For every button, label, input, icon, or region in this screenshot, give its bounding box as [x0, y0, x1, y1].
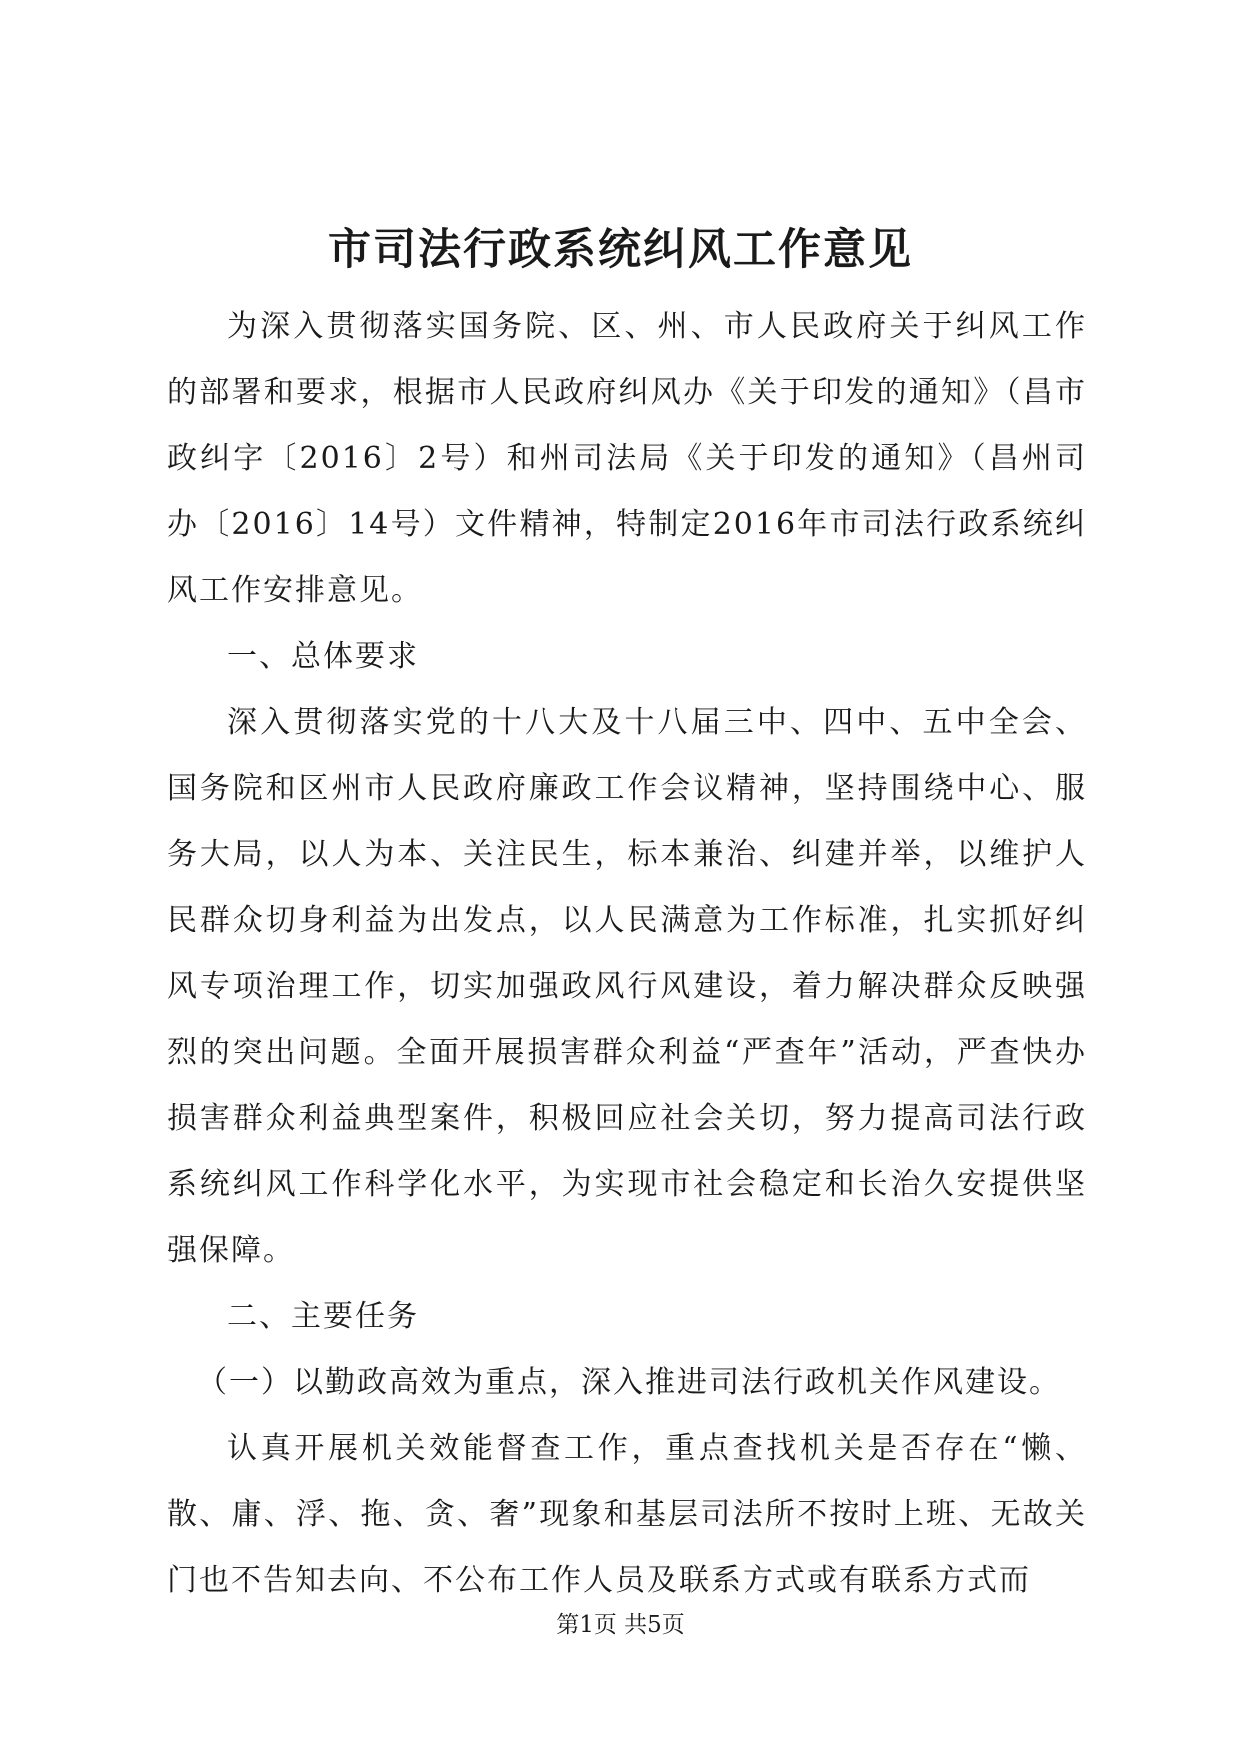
- paragraph-intro: 为深入贯彻落实国务院、区、州、市人民政府关于纠风工作的部署和要求，根据市人民政府纠风办《关于印发的通知》（昌市政纠字〔2016〕2号）和州司法局《关于印发的通知》（昌州司办〔2016〕14号）文件精神，特制定2016年市司法行政系统纠风工作安排意见。: [167, 309, 1087, 608]
- section-heading-main-tasks: 二、主要任务: [227, 1299, 419, 1334]
- subsection-heading-diligent-governance: （一）以勤政高效为重点，深入推进司法行政机关作风建设。: [197, 1365, 1061, 1400]
- section-heading-overall-requirements: 一、总体要求: [227, 639, 419, 674]
- paragraph-efficiency-inspection: 认真开展机关效能督查工作，重点查找机关是否存在“懒、散、庸、浮、拖、贪、奢”现象和基层司法所不按时上班、无故关门也不告知去向、不公布工作人员及联系方式或有联系方式而: [167, 1431, 1087, 1598]
- document-body: [167, 294, 1087, 1614]
- page-indicator: 第1页 共5页: [556, 1612, 685, 1638]
- document-title: 市司法行政系统纠风工作意见: [328, 225, 913, 275]
- paragraph-overall-requirements: 深入贯彻落实党的十八大及十八届三中、四中、五中全会、国务院和区州市人民政府廉政工作会议精神，坚持围绕中心、服务大局，以人为本、关注民生，标本兼治、纠建并举，以维护人民群众切身利益为出发点，以人民满意为工作标准，扎实抓好纠风专项治理工作，切实加强政风行风建设，着力解决群众反映强烈的突出问题。全面开展损害群众利益“严查年”活动，严查快办损害群众利益典型案件，积极回应社会关切，努力提高司法行政系统纠风工作科学化水平，为实现市社会稳定和长治久安提供坚强保障。: [167, 705, 1087, 1268]
